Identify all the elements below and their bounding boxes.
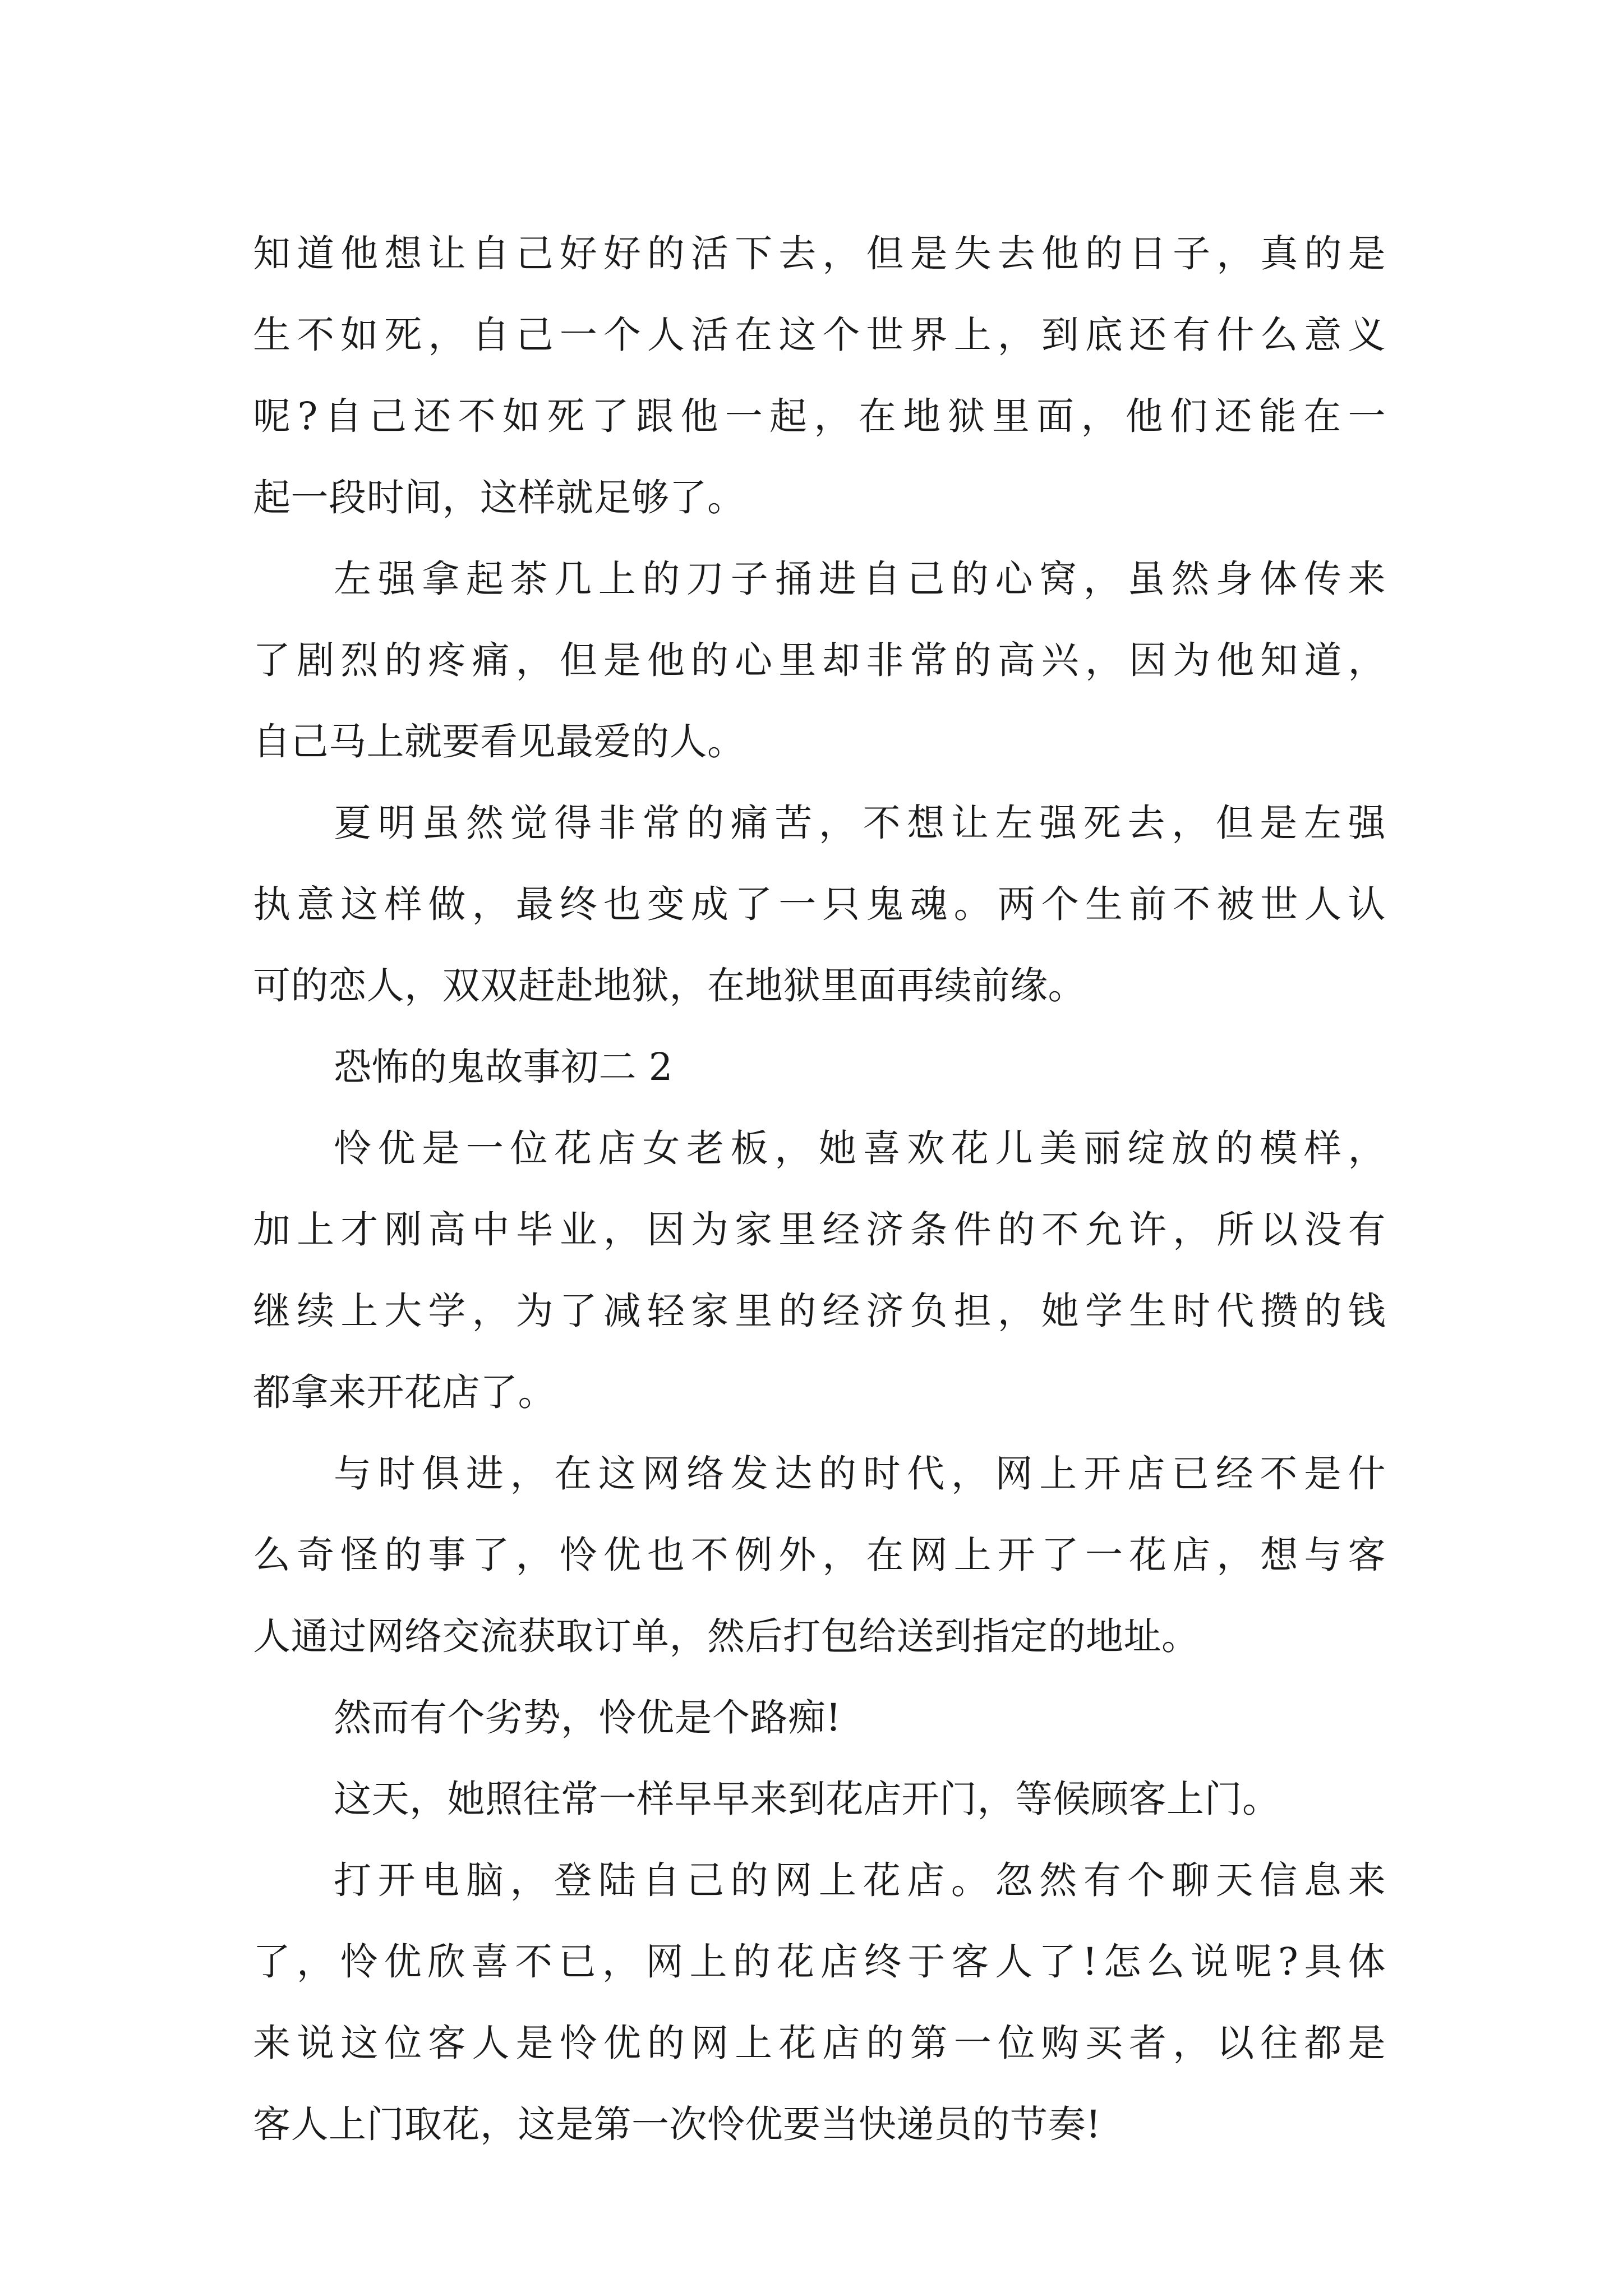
text-line: 可的恋人，双双赶赴地狱，在地狱里面再续前缘。 <box>253 964 1086 1007</box>
section-title: 恐怖的鬼故事初二 2 <box>334 1045 673 1089</box>
text-line: 来说这位客人是怜优的网上花店的第一位购买者，以往都是 <box>253 2021 1386 2065</box>
paragraph-5 <box>253 1433 1386 1677</box>
text-line: 与时俱进，在这网络发达的时代，网上开店已经不是什 <box>334 1452 1386 1496</box>
document-body <box>253 213 1386 2165</box>
text-line: 这天，她照往常一样早早来到花店开门，等候顾客上门。 <box>334 1777 1280 1821</box>
text-line: 了，怜优欣喜不已，网上的花店终于客人了!怎么说呢?具体 <box>253 1940 1386 1984</box>
paragraph-7 <box>253 1759 1386 1840</box>
text-line: 客人上门取花，这是第一次怜优要当快递员的节奏! <box>253 2102 1101 2146</box>
paragraph-8 <box>253 1840 1386 2165</box>
text-line: 继续上大学，为了减轻家里的经济负担，她学生时代攒的钱 <box>253 1289 1386 1333</box>
text-line: 了剧烈的疼痛，但是他的心里却非常的高兴，因为他知道， <box>253 638 1386 682</box>
paragraph-6 <box>253 1677 1386 1759</box>
text-line: 左强拿起茶几上的刀子捅进自己的心窝，虽然身体传来 <box>334 557 1386 601</box>
text-line: 都拿来开花店了。 <box>253 1370 556 1414</box>
text-line: 人通过网络交流获取订单，然后打包给送到指定的地址。 <box>253 1614 1200 1658</box>
paragraph-2 <box>253 539 1386 783</box>
text-line: 然而有个劣势，怜优是个路痴! <box>334 1696 841 1740</box>
text-line: 起一段时间，这样就足够了。 <box>253 476 745 519</box>
paragraph-4 <box>253 1108 1386 1433</box>
text-line: 执意这样做，最终也变成了一只鬼魂。两个生前不被世人认 <box>253 882 1386 926</box>
text-line: 自己马上就要看见最爱的人。 <box>253 720 745 763</box>
text-line: 么奇怪的事了，怜优也不例外，在网上开了一花店，想与客 <box>253 1533 1386 1577</box>
text-line: 加上才刚高中毕业，因为家里经济条件的不允许，所以没有 <box>253 1208 1386 1251</box>
text-line: 生不如死，自己一个人活在这个世界上，到底还有什么意义 <box>253 313 1386 357</box>
text-line: 怜优是一位花店女老板，她喜欢花儿美丽绽放的模样， <box>334 1126 1386 1170</box>
text-line: 呢?自己还不如死了跟他一起，在地狱里面，他们还能在一 <box>253 394 1386 438</box>
text-line: 打开电脑，登陆自己的网上花店。忽然有个聊天信息来 <box>334 1858 1386 1902</box>
text-line: 知道他想让自己好好的活下去，但是失去他的日子，真的是 <box>253 232 1386 275</box>
section-heading <box>253 1027 1386 1108</box>
paragraph-1 <box>253 213 1386 539</box>
paragraph-3 <box>253 783 1386 1027</box>
text-line: 夏明虽然觉得非常的痛苦，不想让左强死去，但是左强 <box>334 801 1386 845</box>
